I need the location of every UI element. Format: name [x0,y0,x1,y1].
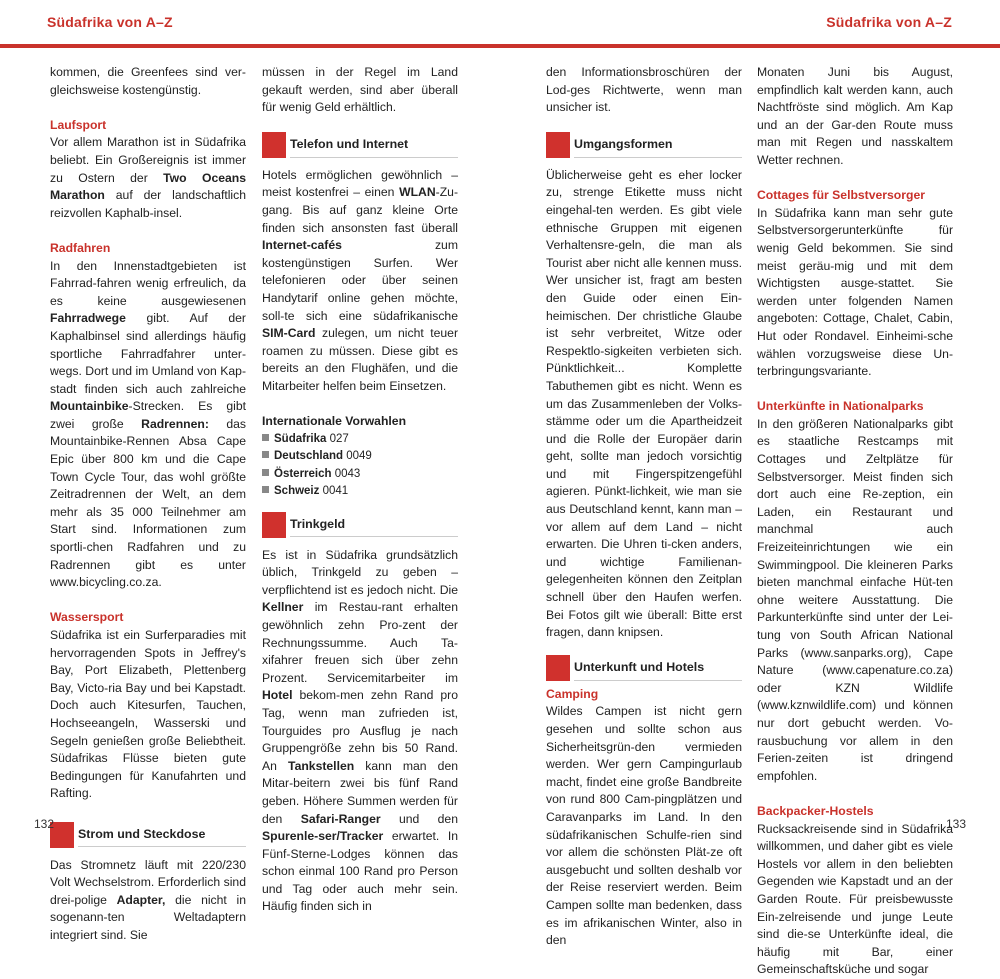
column-4 [757,64,953,979]
section-marker [262,512,286,538]
paragraph: den Informationsbroschüren der Lod-ges Richtwerte, wenn man unsicher ist. [546,65,742,115]
column-3 [546,64,742,950]
paragraph-nationalparks: In den größeren Nationalparks gibt es staatliche Restcamps mit Cottages und Zeltplätze für Selbstversorger. Meist finden sich dort auch eine Re-zeption, ein Laden, ein Restaurant und manchmal auch Freizeiteinrichtungen wie ein Swimmingpool. Die kleineren Parks bieten manchmal einfache Hüt-ten ohne weitere Ausstattung. Die Parkunterkünfte sind unter der Lei-tung von South African National Parks (www.sanparks.org), Cape Nature (www.capenature.co.za) oder KZN Wildlife (www.kznwildlife.com) und können nur dort gebucht werden. Vo-rausbuchung vor allem in den Ferien-zeiten ist dringend empfohlen. [757,416,953,783]
column-2 [262,64,458,916]
paragraph: müssen in der Regel im Land gekauft werden, sind aber überall für wenig Geld erhältlich. [262,65,458,115]
paragraph: kommen, die Greenfees sind ver-gleichsweise kostengünstig. [50,65,246,97]
dialing-codes-heading: Internationale Vorwahlen [262,414,407,429]
section-marker [546,655,570,681]
list-item: Deutschland 0049 [262,448,458,466]
subheading-radfahren: Radfahren [50,240,111,255]
paragraph-laufsport: Vor allem Marathon ist in Südafrika beliebt. Ein Großereignis ist immer zu Ostern der Two Oceans Marathon auf der landschaftlich reizvollen Kaphalb-insel. [50,135,246,220]
running-head-right: Südafrika von A–Z [826,14,952,30]
list-item: Südafrika 027 [262,431,458,449]
subheading-backpacker: Backpacker-Hostels [757,803,874,818]
section-heading-telefon: Telefon und Internet [262,131,458,159]
paragraph-strom: Das Stromnetz läuft mit 220/230 Volt Wechselstrom. Erforderlich sind drei-polige Adapter, die nicht in sogenann-ten Weltadaptern integriert sind. Sie [50,857,247,942]
page-number-right: 133 [945,817,966,831]
subheading-nationalparks: Unterkünfte in Nationalparks [757,399,924,414]
page-number-left: 132 [34,817,55,831]
section-heading-umgangsformen: Umgangsformen [546,131,742,159]
section-marker [546,132,570,158]
subheading-laufsport: Laufsport [50,117,107,132]
header-rule [0,44,1000,48]
paragraph-telefon: Hotels ermöglichen gewöhnlich – meist kostenfrei – einen WLAN-Zu-gang. Bis auf ganz kleine Orte finden sich ansonsten fast überall Internet-cafés zum kostengünstigen Surfen. Wer telefonieren oder über seinen Handytarif online gehen möchte, soll-te sich eine südafrikanische SIM-Card zulegen, um nicht teuer roamen zu müssen. Diese gibt es bereits an den Flughäfen, und die Mitarbeiter helfen beim Einsetzen. [262,167,458,393]
paragraph-trinkgeld: Es ist in Südafrika grundsätzlich üblich, Trinkgeld zu geben – verpflichtend ist es jedoch nicht. Die Kellner im Restau-rant erhalten gewöhnlich zehn Pro-zent der Rechnungssumme. Auch Ta-xifahrer freuen sich über zehn Prozent. Servicemitarbeiter im Hotel bekom-men zehn Rand pro Tag, wenn man zufrieden ist, Tourguides pro Ausflug je nach Gruppengröße zehn bis 50 Rand. An Tankstellen kann man den Mitar-beitern zwei bis fünf Rand geben. Höhere Summen werden für den Safari-Ranger und den Spurenle-ser/Tracker erwartet. In Fünf-Sterne-Lodges können das schon einmal 100 Rand pro Person und Tag oder auch mehr sein. Häufig finden sich in [262,547,458,914]
section-heading-trinkgeld: Trinkgeld [262,511,458,539]
paragraph-cottages: In Südafrika kann man sehr gute Selbstversorgerunterkünfte für wenig Geld bekommen. Sie sind meist geräu-mig und mit dem Wichtigsten ausge-stattet. Sie werden unter folgenden Namen angeboten: Cottage, Chalet, Cabin, Hut oder Rondavel. Einheimi-sche wählen vorzugsweise diese Un-terbringungsvariante. [757,205,953,379]
column-1 [50,64,246,945]
running-head-left: Südafrika von A–Z [47,14,173,30]
dialing-codes-box [262,413,458,501]
paragraph-radfahren: In den Innenstadtgebieten ist Fahrrad-fahren wenig erfreulich, da es keine ausgewiesenen Fahrradwege gibt. Auf der Kaphalbinsel sind allerdings häufig sportliche Fahrradfahrer unter-wegs. Dort und im Umland von Kap-stadt finden sich auch zahlreiche Mountainbike-Strecken. Es gibt zwei große Radrennen: das Mountainbike-Rennen Absa Cape Epic über 800 km und die Cape Town Cycle Tour, das wohl größte Zeitradrennen der Welt, an dem mehr als 35 000 Teilnehmer am Start sind. Informationen zum sportli-chen Radfahren und zu Radrennen gibt es unter www.bicycling.co.za. [50,258,246,590]
section-marker [262,132,286,158]
paragraph-camping: Wildes Campen ist nicht gern gesehen und sollte schon aus Sicherheitsgrün-den vermieden werden. Wer gern Campingurlaub macht, findet eine große Bandbreite von rund 800 Cam-pingplätzen und Caravanparks im Land. In den südafrikanischen Schulfe-rien sind vor allem die schönsten Plät-ze oft ausgebucht und sollten deshalb vor der Reise reserviert werden. Beim Campen sollte man bedenken, dass es im afrikanischen Winter, also in den [546,704,742,948]
paragraph-wassersport: Südafrika ist ein Surferparadies mit hervorragenden Spots in Jeffrey's Bay, Port Elizabeth, Plettenberg Bay, Victo-ria Bay und bei Kapstadt. Doch auch Kitesurfen, Tauchen, Hochseeangeln, Wasserski und Segeln genießen große Beliebtheit. Südafrikas Flüsse bieten gute Bedingungen für Kanufahrten und Rafting. [50,628,246,801]
subheading-cottages: Cottages für Selbstversorger [757,188,925,203]
list-item: Österreich 0043 [262,466,458,484]
list-item: Schweiz 0041 [262,483,458,501]
paragraph-backpacker: Rucksackreisende sind in Südafrika willkommen, und daher gibt es viele Hostels vor allem in den beliebten Gegenden wie Kapstadt und an der Garden Route. Für preisbewusste Ein-zelreisende und junge Leute sind die-se Unterkünfte ideal, die häufig mit Bar, einer Gemeinschaftsküche und sogar [757,821,953,977]
paragraph: Monaten Juni bis August, empfindlich kalt werden kann, auch Nachtfröste sind möglich. Am Kap und an der Gar-den Route muss man mit Regen und nasskaltem Wetter rechnen. [757,65,953,167]
subheading-wassersport: Wassersport [50,610,124,625]
subheading-camping: Camping [546,686,599,701]
paragraph-umgangsformen: Üblicherweise geht es eher locker zu, strenge Etikette muss nicht eingehal-ten werden. Es gibt viele ethnische Gruppen mit eigenen Verhaltensre-geln, die man als Tourist aber nicht alle kennen muss. Wer unsicher ist, fragt am besten den Guide oder einen Ein-heimischen. Der christliche Glaube ist sehr verbreitet, Witze oder Respektlo-sigkeiten verbieten sich. Pünktlichkeit... Komplette Tabuthemen gibt es nicht. Wenn es um das Zusammenleben der Volks-stämme oder um die Apartheidzeit und die Rolle der Europäer darin geht, sollte man jedoch vorsichtig und mit Fingerspitzengefühl agieren. Pünkt-lichkeit, wie man sie aus Deutschland kennt, kann man – vor allem auf dem Land – nicht erwarten. Die Uhren ti-cken anders, und wichtige Familienan-gelegenheiten können den Zeitplan schnell über den Haufen werfen. Bei Fotos gilt wie überall: Bitte erst fragen, dann knipsen. [546,167,742,640]
section-heading-unterkunft: Unterkunft und Hotels [546,654,742,682]
section-heading-strom: Strom und Steckdose [50,821,246,849]
